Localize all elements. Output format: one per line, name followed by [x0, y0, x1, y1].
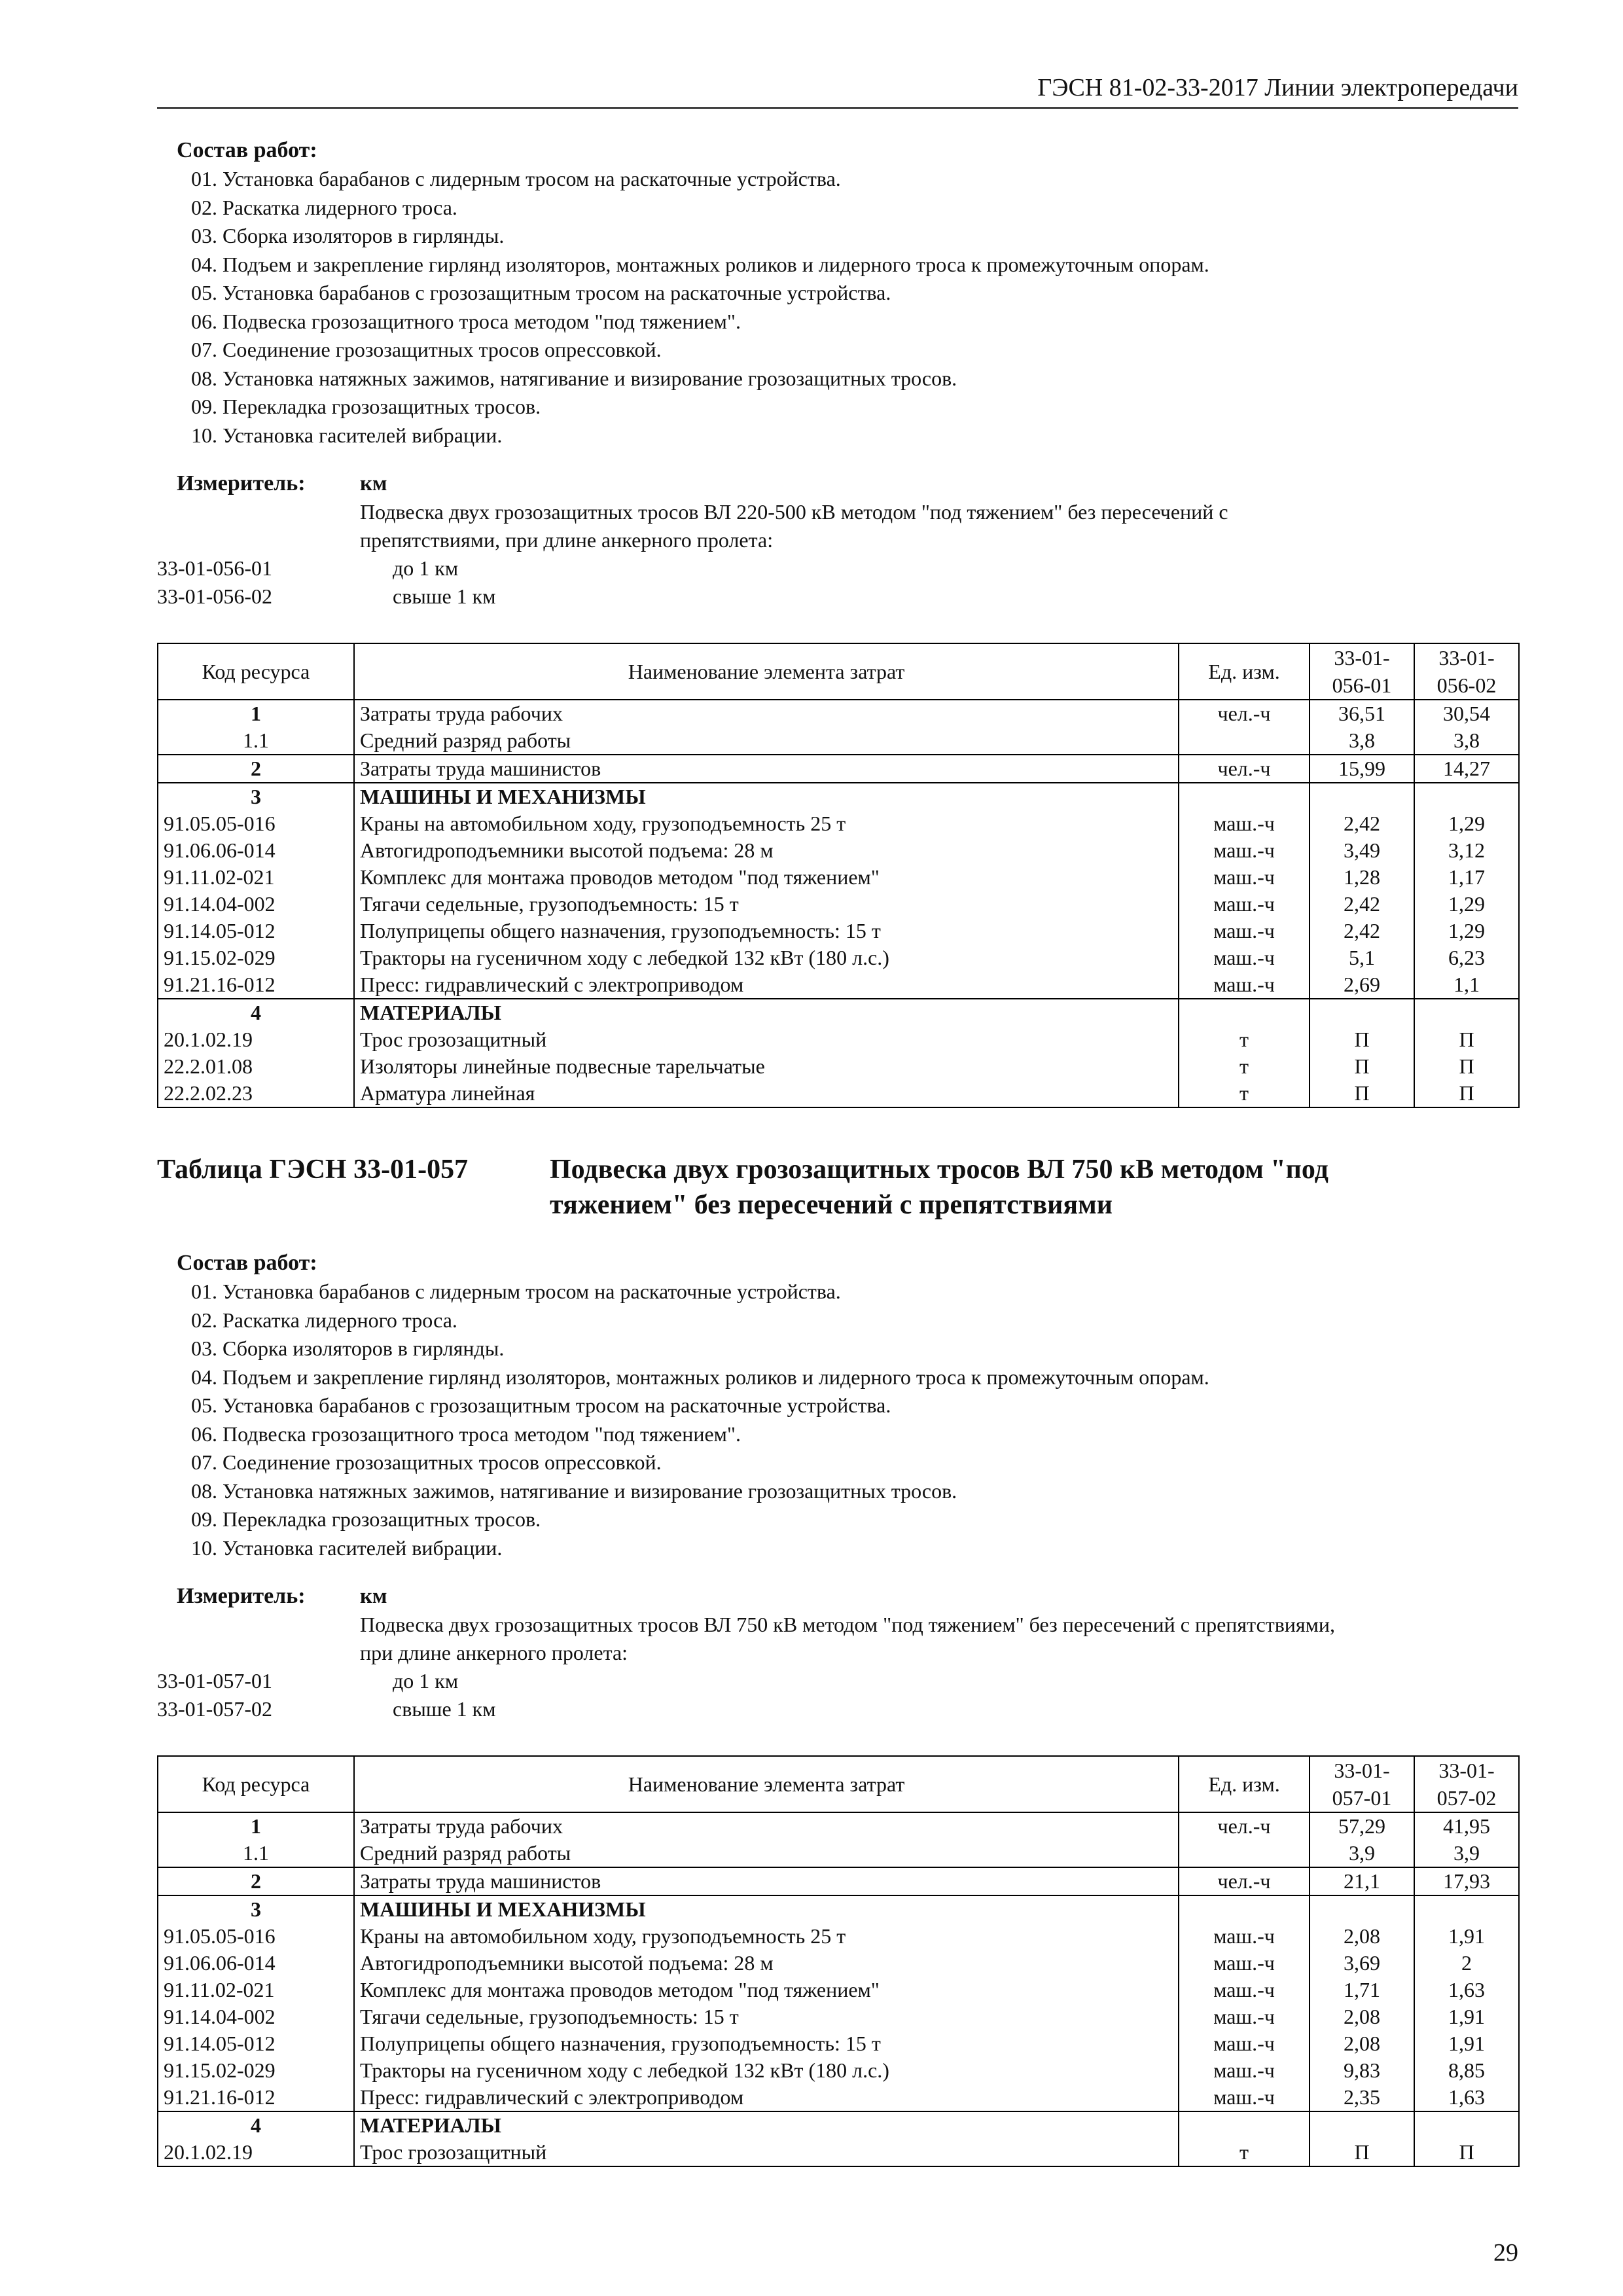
work-item: 05. Установка барабанов с грозозащитным тросом на раскаточные устройства.	[191, 281, 891, 304]
running-header-title: ГЭСН 81-02-33-2017 Линии электропередачи	[1037, 74, 1518, 101]
cell-cost-item-name: Трос грозозащитный	[354, 2139, 1179, 2166]
table-header-row	[158, 1756, 1519, 1812]
table-row	[158, 810, 1519, 837]
meter-label: Измеритель:	[177, 1584, 306, 1608]
cell-norm-value-1: 3,9	[1310, 1840, 1414, 1867]
cell-unit: маш.-ч	[1179, 918, 1310, 944]
cell-norm-value-2: 3,12	[1414, 837, 1519, 864]
cell-cost-item-name: Полуприцепы общего назначения, грузоподъемность: 15 т	[354, 918, 1179, 944]
cell-norm-value-2: 17,93	[1414, 1867, 1519, 1895]
cell-cost-item-name: Пресс: гидравлический с электроприводом	[354, 2084, 1179, 2111]
meter-description: при длине анкерного пролета:	[360, 1641, 628, 1664]
table-body	[158, 1812, 1519, 2166]
norm-variant-code: 33-01-057-02	[157, 1697, 272, 1721]
cell-cost-item-name: Полуприцепы общего назначения, грузоподъемность: 15 т	[354, 2030, 1179, 2057]
cell-norm-value-2: П	[1414, 1053, 1519, 1080]
cell-norm-value-1: 36,51	[1310, 700, 1414, 727]
col-header-unit: Ед. изм.	[1179, 643, 1310, 700]
cell-norm-value-2: 1,91	[1414, 1923, 1519, 1950]
table-row	[158, 700, 1519, 727]
table-row	[158, 1895, 1519, 1923]
cell-norm-value-1: П	[1310, 1053, 1414, 1080]
cell-unit: маш.-ч	[1179, 864, 1310, 891]
cell-unit: маш.-ч	[1179, 891, 1310, 918]
cell-unit: маш.-ч	[1179, 1950, 1310, 1977]
cell-norm-value-2: 8,85	[1414, 2057, 1519, 2084]
cell-norm-value-2: 1,63	[1414, 1977, 1519, 2003]
norm-variant-text: свыше 1 км	[393, 584, 496, 608]
cell-norm-value-1: 2,42	[1310, 810, 1414, 837]
cell-resource-code: 91.14.04-002	[158, 891, 354, 918]
cell-norm-value-1	[1310, 783, 1414, 810]
cell-norm-value-2	[1414, 2111, 1519, 2139]
cell-norm-value-2: 1,91	[1414, 2030, 1519, 2057]
cell-unit	[1179, 999, 1310, 1026]
cell-unit: т	[1179, 2139, 1310, 2166]
cell-resource-code: 91.05.05-016	[158, 810, 354, 837]
table-row	[158, 837, 1519, 864]
table-row	[158, 1812, 1519, 1840]
cell-unit	[1179, 727, 1310, 755]
cell-unit: маш.-ч	[1179, 2030, 1310, 2057]
cell-cost-item-name: Тягачи седельные, грузоподъемность: 15 т	[354, 2003, 1179, 2030]
work-item: 07. Соединение грозозащитных тросов опрессовкой.	[191, 338, 662, 361]
resource-table-1	[157, 643, 1520, 1108]
table-row	[158, 783, 1519, 810]
table-title: тяжением" без пересечений с препятствиями	[550, 1190, 1113, 1220]
norm-variant-text: до 1 км	[393, 1669, 459, 1693]
table-row	[158, 864, 1519, 891]
work-item: 01. Установка барабанов с лидерным тросом на раскаточные устройства.	[191, 167, 841, 190]
norm-variant	[157, 554, 1518, 583]
cell-resource-code: 91.06.06-014	[158, 1950, 354, 1977]
table-caption-2	[157, 1152, 1518, 1223]
cell-norm-value-2: 1,91	[1414, 2003, 1519, 2030]
cell-unit: маш.-ч	[1179, 837, 1310, 864]
cell-norm-value-2: 41,95	[1414, 1812, 1519, 1840]
cell-norm-value-1: 2,08	[1310, 2003, 1414, 2030]
cell-norm-value-2: П	[1414, 1026, 1519, 1053]
cell-resource-code: 3	[158, 783, 354, 810]
cell-resource-code: 2	[158, 755, 354, 783]
cell-norm-value-2: 1,29	[1414, 918, 1519, 944]
cell-unit: т	[1179, 1053, 1310, 1080]
cell-unit	[1179, 1895, 1310, 1923]
cell-resource-code: 91.21.16-012	[158, 2084, 354, 2111]
cell-cost-item-name: Краны на автомобильном ходу, грузоподъемность 25 т	[354, 810, 1179, 837]
table-row	[158, 1950, 1519, 1977]
table-row	[158, 727, 1519, 755]
table-row	[158, 2084, 1519, 2111]
col-header-norm-2: 33-01-057-02	[1414, 1756, 1519, 1812]
running-header	[157, 71, 1518, 109]
meter-description: Подвеска двух грозозащитных тросов ВЛ 220-500 кВ методом "под тяжением" без пересечений с	[360, 500, 1228, 524]
cell-norm-value-1: П	[1310, 1026, 1414, 1053]
table-row	[158, 971, 1519, 999]
cell-unit	[1179, 1840, 1310, 1867]
work-item: 02. Раскатка лидерного троса.	[191, 1308, 457, 1332]
work-item: 10. Установка гасителей вибрации.	[191, 423, 503, 447]
table-row	[158, 2139, 1519, 2166]
cell-cost-item-name: Автогидроподъемники высотой подъема: 28 м	[354, 1950, 1179, 1977]
meter-block	[157, 1582, 1518, 1723]
table-row	[158, 1053, 1519, 1080]
meter-description: препятствиями, при длине анкерного пролета:	[360, 528, 774, 552]
table-header-row	[158, 643, 1519, 700]
cell-norm-value-1: 1,71	[1310, 1977, 1414, 2003]
cell-resource-code: 1.1	[158, 1840, 354, 1867]
cell-resource-code: 4	[158, 999, 354, 1026]
col-header-name: Наименование элемента затрат	[354, 1756, 1179, 1812]
meter-unit: км	[360, 1585, 387, 1608]
col-header-name: Наименование элемента затрат	[354, 643, 1179, 700]
cell-unit	[1179, 783, 1310, 810]
norm-variant-code: 33-01-057-01	[157, 1669, 272, 1693]
table-row	[158, 1977, 1519, 2003]
norm-variant	[157, 1667, 1518, 1695]
work-item: 04. Подъем и закрепление гирлянд изоляторов, монтажных роликов и лидерного троса к промежуточным опорам.	[191, 252, 1209, 276]
cell-unit: т	[1179, 1026, 1310, 1053]
cell-norm-value-2: П	[1414, 1080, 1519, 1107]
cell-resource-code: 4	[158, 2111, 354, 2139]
work-item: 09. Перекладка грозозащитных тросов.	[191, 395, 541, 418]
cell-cost-item-name: Комплекс для монтажа проводов методом "под тяжением"	[354, 864, 1179, 891]
cell-norm-value-1: П	[1310, 1080, 1414, 1107]
cell-norm-value-2: 1,29	[1414, 810, 1519, 837]
cell-norm-value-1: 2,69	[1310, 971, 1414, 999]
cell-cost-item-name: Тракторы на гусеничном ходу с лебедкой 132 кВт (180 л.с.)	[354, 944, 1179, 971]
cell-norm-value-2	[1414, 1895, 1519, 1923]
work-list	[157, 1278, 1518, 1562]
col-header-norm-2: 33-01-056-02	[1414, 643, 1519, 700]
table-row	[158, 2057, 1519, 2084]
cell-cost-item-name: Изоляторы линейные подвесные тарельчатые	[354, 1053, 1179, 1080]
cell-resource-code: 91.05.05-016	[158, 1923, 354, 1950]
cell-norm-value-1: 5,1	[1310, 944, 1414, 971]
cell-cost-item-name: Затраты труда машинистов	[354, 1867, 1179, 1895]
cell-cost-item-name: Арматура линейная	[354, 1080, 1179, 1107]
cell-resource-code: 1	[158, 700, 354, 727]
cell-norm-value-2: 14,27	[1414, 755, 1519, 783]
cell-cost-item-name: Тягачи седельные, грузоподъемность: 15 т	[354, 891, 1179, 918]
cell-resource-code: 91.11.02-021	[158, 864, 354, 891]
col-header-unit: Ед. изм.	[1179, 1756, 1310, 1812]
work-item: 03. Сборка изоляторов в гирлянды.	[191, 224, 505, 247]
cell-norm-value-2: 3,9	[1414, 1840, 1519, 1867]
cell-unit: маш.-ч	[1179, 971, 1310, 999]
cell-resource-code: 91.21.16-012	[158, 971, 354, 999]
table-row	[158, 2111, 1519, 2139]
norm-variant	[157, 1695, 1518, 1723]
cell-norm-value-2: 2	[1414, 1950, 1519, 1977]
cell-cost-item-name: Затраты труда рабочих	[354, 700, 1179, 727]
cell-unit	[1179, 2111, 1310, 2139]
meter-block	[157, 469, 1518, 611]
cell-resource-code: 91.06.06-014	[158, 837, 354, 864]
cell-norm-value-1: 57,29	[1310, 1812, 1414, 1840]
cell-norm-value-1: 1,28	[1310, 864, 1414, 891]
cell-unit: чел.-ч	[1179, 1867, 1310, 1895]
table-row	[158, 999, 1519, 1026]
col-header-norm-1: 33-01-057-01	[1310, 1756, 1414, 1812]
work-composition-title: Состав работ:	[177, 1251, 317, 1275]
cell-norm-value-1	[1310, 1895, 1414, 1923]
work-item: 10. Установка гасителей вибрации.	[191, 1535, 503, 1560]
cell-resource-code: 91.15.02-029	[158, 944, 354, 971]
table-number: Таблица ГЭСН 33-01-057	[157, 1155, 469, 1185]
cell-norm-value-2: 3,8	[1414, 727, 1519, 755]
cell-cost-item-name: МАШИНЫ И МЕХАНИЗМЫ	[354, 1895, 1179, 1923]
cell-resource-code: 22.2.01.08	[158, 1053, 354, 1080]
cell-norm-value-1: 2,42	[1310, 891, 1414, 918]
cell-norm-value-1: 9,83	[1310, 2057, 1414, 2084]
cell-norm-value-1: 3,49	[1310, 837, 1414, 864]
cell-unit: маш.-ч	[1179, 1977, 1310, 2003]
work-item: 02. Раскатка лидерного троса.	[191, 195, 457, 219]
col-header-norm-1: 33-01-056-01	[1310, 643, 1414, 700]
cell-norm-value-2	[1414, 783, 1519, 810]
cell-norm-value-1: 21,1	[1310, 1867, 1414, 1895]
cell-unit: маш.-ч	[1179, 810, 1310, 837]
table-row	[158, 918, 1519, 944]
work-item: 05. Установка барабанов с грозозащитным тросом на раскаточные устройства.	[191, 1393, 891, 1417]
cell-resource-code: 91.14.05-012	[158, 918, 354, 944]
cell-norm-value-1: 15,99	[1310, 755, 1414, 783]
cell-norm-value-1: П	[1310, 2139, 1414, 2166]
cell-cost-item-name: Пресс: гидравлический с электроприводом	[354, 971, 1179, 999]
work-item: 07. Соединение грозозащитных тросов опрессовкой.	[191, 1450, 662, 1474]
work-list	[157, 165, 1518, 450]
table-row	[158, 1080, 1519, 1107]
resource-table-2	[157, 1755, 1520, 2167]
table-row	[158, 2030, 1519, 2057]
cell-cost-item-name: МАТЕРИАЛЫ	[354, 999, 1179, 1026]
table-row	[158, 2003, 1519, 2030]
norm-variant-text: до 1 км	[393, 556, 459, 580]
table-body	[158, 700, 1519, 1107]
cell-resource-code: 91.11.02-021	[158, 1977, 354, 2003]
cell-resource-code: 20.1.02.19	[158, 1026, 354, 1053]
work-item: 06. Подвеска грозозащитного троса методом "под тяжением".	[191, 1422, 741, 1446]
cell-unit: чел.-ч	[1179, 1812, 1310, 1840]
cell-norm-value-1: 2,08	[1310, 1923, 1414, 1950]
work-item: 06. Подвеска грозозащитного троса методом "под тяжением".	[191, 309, 741, 333]
work-item: 08. Установка натяжных зажимов, натягивание и визирование грозозащитных тросов.	[191, 1479, 957, 1503]
cell-unit: маш.-ч	[1179, 1923, 1310, 1950]
meter-label: Измеритель:	[177, 471, 306, 495]
cell-unit: чел.-ч	[1179, 755, 1310, 783]
table-row	[158, 944, 1519, 971]
work-composition-title: Состав работ:	[177, 138, 317, 162]
table-row	[158, 1867, 1519, 1895]
norm-variant-code: 33-01-056-02	[157, 584, 272, 608]
cell-resource-code: 1.1	[158, 727, 354, 755]
cell-unit: маш.-ч	[1179, 2003, 1310, 2030]
cell-norm-value-1: 3,69	[1310, 1950, 1414, 1977]
meter-description: Подвеска двух грозозащитных тросов ВЛ 750 кВ методом "под тяжением" без пересечений с препятствиями,	[360, 1613, 1336, 1636]
table-row	[158, 1923, 1519, 1950]
table-title: Подвеска двух грозозащитных тросов ВЛ 750 кВ методом "под	[550, 1155, 1329, 1185]
cell-cost-item-name: Трос грозозащитный	[354, 1026, 1179, 1053]
cell-norm-value-2: П	[1414, 2139, 1519, 2166]
cell-norm-value-2	[1414, 999, 1519, 1026]
work-item: 09. Перекладка грозозащитных тросов.	[191, 1507, 541, 1531]
cell-resource-code: 20.1.02.19	[158, 2139, 354, 2166]
cell-cost-item-name: Затраты труда рабочих	[354, 1812, 1179, 1840]
cell-norm-value-1	[1310, 999, 1414, 1026]
cell-resource-code: 3	[158, 1895, 354, 1923]
cell-cost-item-name: Средний разряд работы	[354, 727, 1179, 755]
cell-norm-value-1: 2,42	[1310, 918, 1414, 944]
cell-norm-value-2: 30,54	[1414, 700, 1519, 727]
cell-norm-value-1: 2,35	[1310, 2084, 1414, 2111]
table-row	[158, 1026, 1519, 1053]
cell-norm-value-2: 1,63	[1414, 2084, 1519, 2111]
cell-cost-item-name: Затраты труда машинистов	[354, 755, 1179, 783]
work-composition-1	[157, 136, 1518, 611]
norm-variant	[157, 583, 1518, 611]
norm-variant-code: 33-01-056-01	[157, 556, 272, 580]
cell-resource-code: 2	[158, 1867, 354, 1895]
cell-resource-code: 91.14.04-002	[158, 2003, 354, 2030]
cell-resource-code: 91.15.02-029	[158, 2057, 354, 2084]
table-row	[158, 891, 1519, 918]
cell-unit: т	[1179, 1080, 1310, 1107]
cell-resource-code: 22.2.02.23	[158, 1080, 354, 1107]
page-number: 29	[1493, 2239, 1518, 2267]
cell-cost-item-name: Средний разряд работы	[354, 1840, 1179, 1867]
meter-unit: км	[360, 472, 387, 495]
cell-norm-value-2: 6,23	[1414, 944, 1519, 971]
table-row	[158, 1840, 1519, 1867]
cell-cost-item-name: МАШИНЫ И МЕХАНИЗМЫ	[354, 783, 1179, 810]
cell-norm-value-2: 1,1	[1414, 971, 1519, 999]
work-composition-2	[157, 1249, 1518, 1723]
cell-cost-item-name: МАТЕРИАЛЫ	[354, 2111, 1179, 2139]
cell-cost-item-name: Автогидроподъемники высотой подъема: 28 м	[354, 837, 1179, 864]
cell-cost-item-name: Краны на автомобильном ходу, грузоподъемность 25 т	[354, 1923, 1179, 1950]
cell-unit: чел.-ч	[1179, 700, 1310, 727]
work-item: 01. Установка барабанов с лидерным тросом на раскаточные устройства.	[191, 1280, 841, 1303]
work-item: 03. Сборка изоляторов в гирлянды.	[191, 1336, 505, 1360]
cell-norm-value-2: 1,29	[1414, 891, 1519, 918]
cell-cost-item-name: Тракторы на гусеничном ходу с лебедкой 132 кВт (180 л.с.)	[354, 2057, 1179, 2084]
norm-variant-text: свыше 1 км	[393, 1697, 496, 1721]
col-header-code: Код ресурса	[158, 643, 354, 700]
cell-norm-value-2: 1,17	[1414, 864, 1519, 891]
work-item: 08. Установка натяжных зажимов, натягивание и визирование грозозащитных тросов.	[191, 366, 957, 390]
table-row	[158, 755, 1519, 783]
cell-resource-code: 1	[158, 1812, 354, 1840]
work-item: 04. Подъем и закрепление гирлянд изоляторов, монтажных роликов и лидерного троса к промежуточным опорам.	[191, 1365, 1209, 1389]
col-header-code: Код ресурса	[158, 1756, 354, 1812]
cell-unit: маш.-ч	[1179, 2057, 1310, 2084]
cell-norm-value-1: 2,08	[1310, 2030, 1414, 2057]
cell-unit: маш.-ч	[1179, 2084, 1310, 2111]
cell-unit: маш.-ч	[1179, 944, 1310, 971]
cell-cost-item-name: Комплекс для монтажа проводов методом "под тяжением"	[354, 1977, 1179, 2003]
cell-resource-code: 91.14.05-012	[158, 2030, 354, 2057]
cell-norm-value-1	[1310, 2111, 1414, 2139]
cell-norm-value-1: 3,8	[1310, 727, 1414, 755]
